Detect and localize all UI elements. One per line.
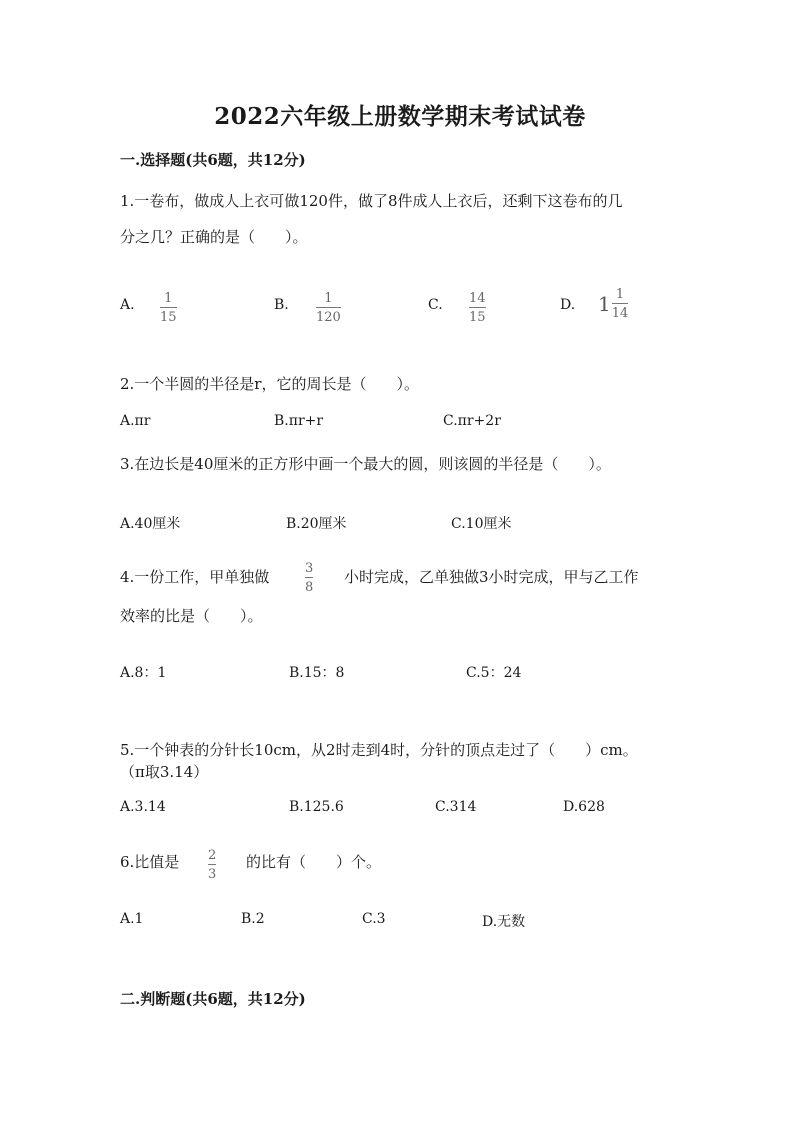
question-4-line-2: 效率的比是（ ）。 <box>120 607 263 625</box>
q1-option-b-label: B. <box>274 297 289 313</box>
q1-option-d-label: D. <box>560 297 576 313</box>
section-header-true-false: 二.判断题(共6题，共12分) <box>120 990 306 1008</box>
q3-option-b: B.20厘米 <box>286 516 347 532</box>
q2-option-a: A.πr <box>120 413 151 429</box>
q2-option-c: C.πr+2r <box>443 413 501 429</box>
question-4-suffix: 小时完成，乙单独做3小时完成，甲与乙工作 <box>344 568 639 586</box>
question-5-line-2: （π取3.14） <box>120 763 209 781</box>
fraction-denominator: 3 <box>208 867 217 882</box>
question-2-text: 2.一个半圆的半径是r，它的周长是（ ）。 <box>120 375 419 393</box>
q6-option-d: D.无数 <box>482 914 526 930</box>
q6-inline-fraction <box>208 844 216 882</box>
fraction-denominator: 14 <box>611 306 629 321</box>
q4-option-a: A.8：1 <box>120 665 167 681</box>
question-5-line-1: 5.一个钟表的分针长10cm，从2时走到4时，分针的顶点走过了（ ）cm。 <box>120 741 638 759</box>
q4-option-c: C.5：24 <box>466 665 522 681</box>
fraction-denominator: 8 <box>305 580 314 595</box>
page-title: 2022六年级上册数学期末考试试卷 <box>214 103 586 130</box>
question-1-line-1: 1.一卷布，做成人上衣可做120件，做了8件成人上衣后，还剩下这卷布的几 <box>120 192 623 210</box>
q1-option-d-mixed-number <box>598 287 628 321</box>
q5-option-a: A.3.14 <box>120 799 166 815</box>
fraction-numerator: 1 <box>164 291 173 306</box>
q4-inline-fraction <box>305 557 313 595</box>
q6-option-b: B.2 <box>241 911 265 927</box>
fraction-denominator: 15 <box>469 310 486 325</box>
q1-option-a-fraction <box>160 287 177 325</box>
q5-option-b: B.125.6 <box>289 799 344 815</box>
q1-option-c-fraction <box>469 287 486 325</box>
question-6-prefix: 6.比值是 <box>120 853 180 871</box>
q1-option-a-label: A. <box>120 297 135 313</box>
section-header-choice: 一.选择题(共6题，共12分) <box>120 151 306 169</box>
question-6-suffix: 的比有（ ）个。 <box>246 853 382 871</box>
fraction-numerator: 1 <box>615 287 625 302</box>
q5-option-c: C.314 <box>435 799 477 815</box>
q2-option-b: B.πr+r <box>274 413 324 429</box>
question-4-prefix: 4.一份工作，甲单独做 <box>120 568 270 586</box>
q5-option-d: D.628 <box>563 799 605 815</box>
q6-option-a: A.1 <box>120 911 144 927</box>
q1-option-b-fraction <box>316 287 341 325</box>
fraction-numerator: 14 <box>469 291 486 306</box>
q3-option-c: C.10厘米 <box>451 516 512 532</box>
fraction-denominator: 120 <box>316 310 341 325</box>
question-1-line-2: 分之几？正确的是（ ）。 <box>120 228 308 246</box>
q6-option-c: C.3 <box>362 911 386 927</box>
fraction-numerator: 1 <box>324 291 333 306</box>
q4-option-b: B.15：8 <box>289 665 345 681</box>
q3-option-a: A.40厘米 <box>120 516 181 532</box>
fraction-numerator: 2 <box>208 848 217 863</box>
question-3-text: 3.在边长是40厘米的正方形中画一个最大的圆，则该圆的半径是（ ）。 <box>120 455 611 473</box>
fraction-denominator: 15 <box>160 310 177 325</box>
mixed-number-whole: 1 <box>598 292 611 316</box>
q1-option-c-label: C. <box>428 297 443 313</box>
fraction-numerator: 3 <box>305 561 314 576</box>
